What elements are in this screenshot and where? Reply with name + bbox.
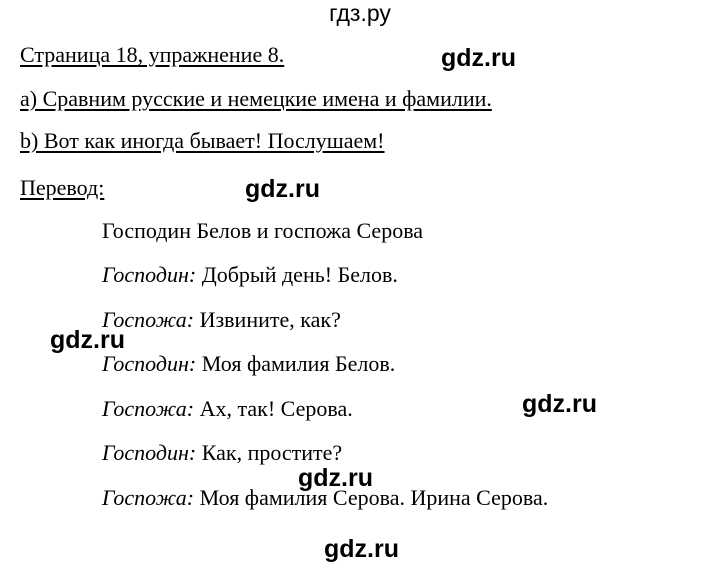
watermark: gdz.ru [441, 44, 516, 72]
translation-label: Перевод: [20, 175, 105, 200]
task-b: b) Вот как иногда бывает! Послушаем! [20, 128, 385, 153]
dialog-title: Господин Белов и госпожа Серова [102, 218, 424, 243]
dialog-text: Моя фамилия Белов. [201, 351, 396, 376]
dialog-speaker: Госпожа: [102, 307, 195, 332]
dialog-text: Моя фамилия Серова. Ирина Серова. [199, 485, 549, 510]
watermark: gdz.ru [245, 175, 320, 203]
dialog-text: Добрый день! Белов. [201, 262, 398, 287]
dialog-speaker: Господин: [102, 440, 197, 465]
dialog-text: Как, простите? [201, 440, 343, 465]
dialog-line [102, 262, 398, 288]
watermark: gdz.ru [324, 535, 399, 563]
watermark: gdz.ru [298, 464, 373, 492]
dialog-line [102, 351, 395, 377]
dialog-speaker: Господин: [102, 351, 197, 376]
dialog-line [102, 307, 341, 333]
task-a: а) Сравним русские и немецкие имена и фамилии. [20, 86, 492, 111]
dialog-text: Извините, как? [199, 307, 341, 332]
site-header: гдз.ру [329, 0, 391, 26]
dialog-speaker: Госпожа: [102, 485, 195, 510]
dialog-line [102, 396, 353, 422]
dialog-text: Ах, так! Серова. [199, 396, 353, 421]
watermark: gdz.ru [50, 326, 125, 354]
dialog-speaker: Госпожа: [102, 396, 195, 421]
dialog-line [102, 440, 342, 466]
dialog-speaker: Господин: [102, 262, 197, 287]
exercise-heading: Страница 18, упражнение 8. [20, 42, 285, 67]
watermark: gdz.ru [522, 390, 597, 418]
